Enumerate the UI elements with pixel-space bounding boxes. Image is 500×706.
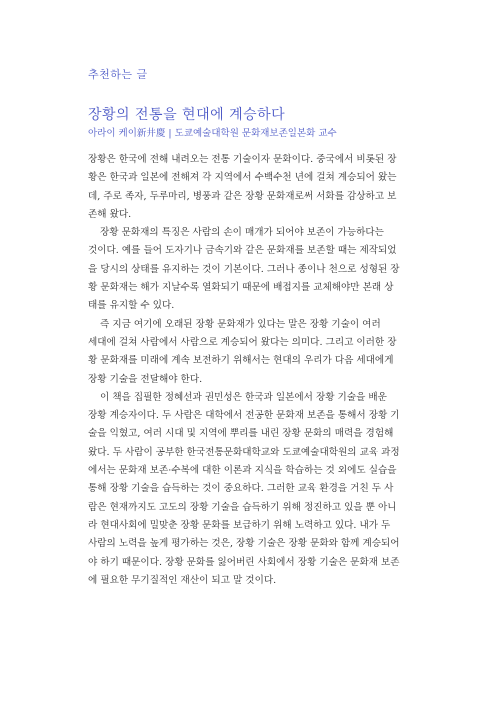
section-label: 추천하는 글 (88, 68, 148, 81)
text-line: 장황 문화재의 특징은 사람의 손이 매개가 되어야 보존이 가능하다는 (100, 227, 384, 239)
text-line: 장황은 한국에 전해 내려오는 전통 기술이자 문화이다. 중국에서 비롯된 장 (88, 154, 397, 165)
text-line: 술을 익혔고, 여러 시대 및 지역에 뿌리를 내린 장황 문화의 매력을 경험해 (88, 428, 394, 440)
text-line: 황은 한국과 일본에 전해져 각 지역에서 수백수천 년에 걸쳐 계승되어 왔는 (88, 172, 397, 184)
text-line: 것이다. 예를 들어 도자기나 금속기와 같은 문화재를 보존할 때는 제작되었 (88, 245, 397, 257)
chapter-title: 장황의 전통을 현대에 계승하다 (88, 107, 286, 123)
paragraph (88, 151, 418, 224)
text-line: 세대에 걸쳐 사람에서 사람으로 계승되어 왔다는 의미다. 그리고 이러한 장 (88, 336, 397, 348)
text-line: 즉 지금 여기에 오래된 장황 문화재가 있다는 말은 장황 기술이 여러 (100, 318, 381, 330)
text-line: 에 필요한 무기질적인 재산이 되고 말 것이다. (88, 574, 277, 586)
text-line: 을 당시의 상태를 유지하는 것이 기본이다. 그러나 종이나 천으로 성형된 장 (88, 263, 400, 275)
text-line: 야 하기 때문이다. 장황 문화를 잃어버린 사회에서 장황 기술은 문화재 보존 (88, 556, 400, 568)
author-byline: 아라이 케이新井慶 | 도쿄예술대학원 문화재보존일본화 교수 (88, 128, 337, 139)
text-line: 존해 왔다. (88, 208, 132, 220)
body-text (88, 151, 418, 590)
text-line: 사람의 노력을 높게 평가하는 것은, 장황 기술은 장황 문화와 함께 계승되어 (88, 538, 400, 550)
paragraph (88, 224, 418, 315)
text-line: 람은 현재까지도 고도의 장황 기술을 습득하기 위해 정진하고 있을 뿐 아니 (88, 501, 397, 513)
text-line: 이 책을 집필한 정혜선과 권민성은 한국과 일본에서 장황 기술을 배운 (100, 391, 387, 403)
text-line: 데, 주로 족자, 두루마리, 병풍과 같은 장황 문화재로써 서화를 감상하고 보 (88, 190, 397, 202)
text-line: 황 문화재를 미래에 계속 보전하기 위해서는 현대의 우리가 다음 세대에게 (88, 355, 394, 367)
text-line: 통해 장황 기술을 습득하는 것이 중요하다. 그러한 교육 환경을 거친 두 사 (88, 483, 394, 495)
text-line: 에서는 문화재 보존·수복에 대한 이론과 지식을 학습하는 것 외에도 실습을 (88, 465, 397, 477)
text-line: 장황 계승자이다. 두 사람은 대학에서 전공한 문화재 보존을 통해서 장황 기 (88, 410, 400, 422)
text-line: 태를 유지할 수 있다. (88, 300, 175, 312)
text-line: 라 현대사회에 밀맞춘 장황 문화를 보급하기 위해 노력하고 있다. 내가 두 (88, 519, 391, 531)
paragraph (88, 316, 418, 389)
text-line: 왔다. 두 사람이 공부한 한국전통문화대학교와 도쿄예술대학원의 교육 과정 (88, 446, 400, 458)
text-line: 장황 기술을 전달해야 한다. (88, 373, 203, 385)
paragraph (88, 389, 418, 590)
text-line: 황 문화재는 해가 지날수록 열화되기 때문에 배접지를 교체해야만 본래 상 (88, 282, 394, 294)
